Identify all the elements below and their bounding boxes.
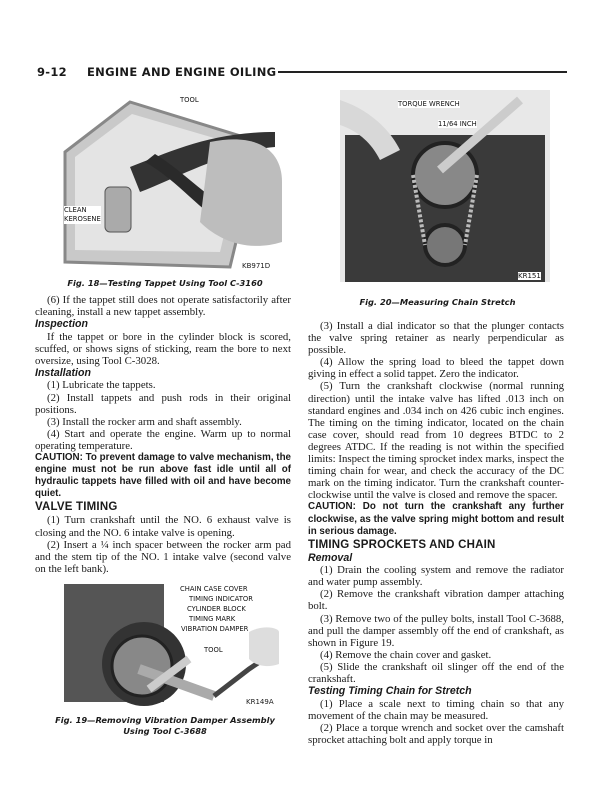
fig19-label-tool: TOOL [204,646,223,654]
paragraph: (1) Place a scale next to timing chain so that any movement of the chain may be measured. [308,697,564,722]
caution-note: CAUTION: Do not turn the crankshaft any further clockwise, as the valve spring might bottom and result in serious damage. [308,501,564,537]
paragraph: (3) Remove two of the pulley bolts, install Tool C-3688, and pull the damper assembly off the end of crankshaft, as shown in Figure 19. [308,612,564,649]
caption-line: Fig. 19—Removing Vibration Damper Assembly [55,715,275,725]
subheading-removal: Removal [308,551,353,564]
fig20-code: KR151 [518,272,541,280]
paragraph: (1) Turn crankshaft until the NO. 6 exhaust valve is closing and the NO. 6 intake valve is opening. [35,514,291,539]
tappet-tester-illustration [60,92,282,272]
fig20-photo [340,90,550,282]
paragraph: (4) Allow the spring load to bleed the tappet down giving in effect a solid tappet. Zero the indicator. [308,356,564,381]
heading-timing-sprockets: TIMING SPROCKETS AND CHAIN [308,538,496,551]
subheading-inspection: Inspection [35,318,88,331]
paragraph: (1) Drain the cooling system and remove the radiator and water pump assembly. [308,564,564,589]
paragraph: (5) Slide the crankshaft oil slinger off the end of the crankshaft. [308,660,564,686]
fig19-code: KR149A [246,698,274,706]
fig19-label-timing-mark: TIMING MARK [189,615,236,623]
subheading-testing: Testing Timing Chain for Stretch [308,685,472,698]
paragraph: (2) Remove the crankshaft vibration damper attaching bolt. [308,588,564,613]
chapter-title: ENGINE AND ENGINE OILING [87,65,277,79]
paragraph: If the tappet or bore in the cylinder block is scored, scuffed, or shows signs of sticking, ream the bore to next oversize, using Tool C-3028. [35,330,291,367]
paragraph: (6) If the tappet still does not operate satisfactorily after cleaning, install a new tappet assembly. [35,294,291,319]
fig19-caption [45,715,285,737]
left-column [35,294,291,575]
paragraph: (4) Start and operate the engine. Warm up to normal operating temperature. [35,427,291,452]
fig20-label-inch: 11/64 INCH [438,120,477,128]
fig18-code: KB971D [242,262,271,270]
right-column [308,320,564,746]
fig20-caption: Fig. 20—Measuring Chain Stretch [359,297,516,307]
fig18-label-tool: TOOL [180,96,199,104]
fig19-label-timing-indicator: TIMING INDICATOR [189,595,253,603]
caution-note: CAUTION: To prevent damage to valve mechanism, the engine must not be run above fast idle until all of hydraulic tappets have filled with oil and have become quiet. [35,452,291,500]
paragraph: (5) Turn the crankshaft clockwise (normal running direction) until the intake valve has lifted .013 inch on standard engines and .034 inch on 426 cubic inch engines. The timing on the timing indicator, located on the chain case cover, should read from 10 degrees BTDC to 2 degrees ATDC. If the reading is not within the specified limits: Inspect the timing sprocket index marks, inspect the timing chain for wear, and check the accuracy of the DC mark on the timing indicator. Turn the crankshaft counter-clockwise until the valve is closed and remove the spacer. [308,380,564,502]
chain-stretch-illustration [340,90,550,282]
label-line: CLEAN [64,206,87,214]
fig20-label-torque-wrench: TORQUE WRENCH [398,100,460,108]
paragraph: (2) Place a torque wrench and socket over the camshaft sprocket attaching bolt and apply torque in [308,721,564,746]
label-line: KEROSENE [64,215,101,223]
header-rule [278,71,567,73]
page-header [37,64,567,80]
paragraph: (1) Lubricate the tappets. [47,379,156,392]
paragraph: (2) Install tappets and push rods in their original positions. [35,391,291,416]
fig18-caption: Fig. 18—Testing Tappet Using Tool C-3160 [67,278,263,288]
fig19-label-vibration-damper: VIBRATION DAMPER [181,625,249,633]
paragraph: (3) Install the rocker arm and shaft assembly. [47,415,242,428]
fig18-label-kerosene [64,206,101,224]
fig19-label-chain-case-cover: CHAIN CASE COVER [180,585,248,593]
paragraph: (3) Install a dial indicator so that the plunger contacts the valve spring retainer as nearly perpendicular as possible. [308,320,564,357]
caption-line: Using Tool C-3688 [123,726,207,736]
subheading-installation: Installation [35,366,91,379]
heading-valve-timing: VALVE TIMING [35,501,118,514]
fig19-photo [64,584,284,708]
paragraph: (4) Remove the chain cover and gasket. [320,648,492,661]
fig18-photo [60,92,282,272]
paragraph: (2) Insert a ¼ inch spacer between the rocker arm pad and the stem tip of the NO. 1 intake valve (second valve on the left bank). [35,538,291,575]
fig19-label-cylinder-block: CYLINDER BLOCK [187,605,246,613]
page-number: 9-12 [37,65,67,79]
